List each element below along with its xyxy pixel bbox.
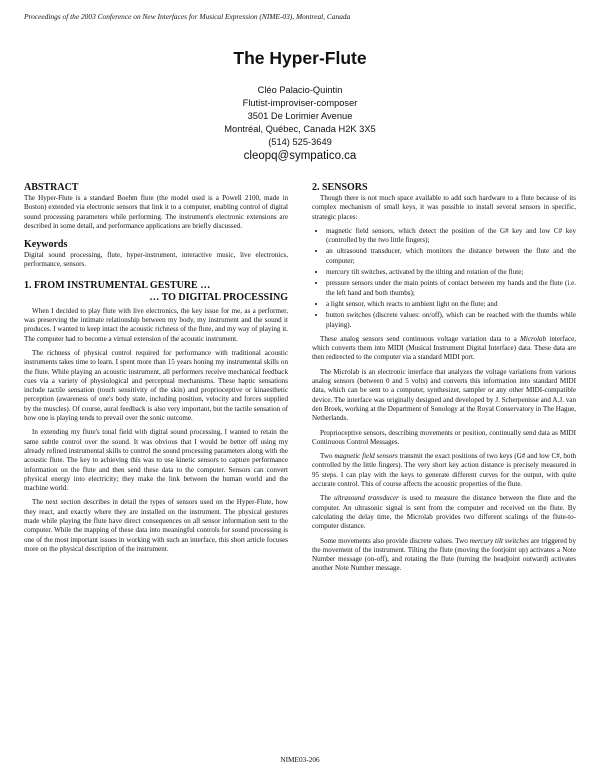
page-footer: NIME03-206 [280, 755, 320, 764]
sensor-list [312, 227, 576, 330]
section1-paragraph-2: The richness of physical control required for performance with traditional acoustic instruments takes time to learn. I spent more than 15 years honing my instrumental skills on the flute. While playing an acoustic instrument, all performers receive mechanical feedback cues via a variety of physiological and perceptual mechanisms. These haptic sensations include tactile sensation (touch sensitivity of the skin) and proprioceptive or kinaesthetic perception (awareness of one's body state, including position, velocity and forces supplied by the muscles). Of course, aural feedback is also very important, but the tactile sensation of how one is playing tends to prevail over the sonic outcome. [24, 348, 288, 423]
keywords-text: Digital sound processing, flute, hyper-instrument, interactive music, live electronics, performance, sensors. [24, 251, 288, 269]
left-column [24, 182, 288, 559]
section1-paragraph-4: The next section describes in detail the types of sensors used on the Hyper-Flute, how they react, and exactly where they are installed on the instrument. The physical gestures made while playing the flute have direct consequences on all sensor information sent to the computer. While the mapping of these data into meaningful controls for sound processing is one of the most important issues in working with such an interface, this short article focuses more on the physical description of the instrument. [24, 498, 288, 553]
sensor-list-item: • an ultrasound transducer, which monitors the distance between the flute and the computer; [326, 247, 576, 266]
section2-intro: Though there is not much space available to add such hardware to a flute because of its complex mechanism of small keys, it was possible to install several sensors in specific, strategic places: [312, 194, 576, 221]
section2-paragraph-magnetic: Two magnetic field sensors transmit the exact positions of two keys (G# and low C#, both controlled by the little fingers). The very short key action distance is precisely measured in 95 steps. I can play with the keys to generate different curves for the output, with quite accurate control. This of course affects the acoustic properties of the flute. [312, 452, 576, 489]
author-block [0, 84, 600, 163]
section1-paragraph-3: In extending my flute's tonal field with digital sound processing, I wanted to retain the same subtle control over the sound. It was obvious that I would be better off using my already refined instrumental skills to control the sound processing parameters along with the acoustic flute. The key to achieving this was to use kinetic sensors to capture performance information on the flute and then send these data to the computer. Sensors can convert physical energy into electricity; they make the link between the human world and the machine world. [24, 428, 288, 493]
author-address-line2: Montréal, Québec, Canada H2K 3X5 [224, 124, 376, 134]
author-phone: (514) 525-3649 [268, 137, 332, 147]
author-address-line1: 3501 De Lorimier Avenue [247, 111, 353, 121]
author-name: Cléo Palacio-Quintin [257, 85, 343, 95]
section2-paragraph-microlab-intro: These analog sensors send continuous voltage variation data to a Microlab interface, which converts them into MIDI (Musical Instrument Digital Interface) data. These data are then redirected to the computer via a standard MIDI port. [312, 334, 576, 362]
section2-heading: 2. SENSORS [312, 182, 368, 193]
right-column [312, 182, 576, 579]
author-email[interactable]: cleopq@sympatico.ca [243, 150, 357, 162]
section2-paragraph-proprioceptive: Proprioceptive sensors, describing movements or position, continually send data as MIDI Continuous Control Messages. [312, 428, 576, 446]
section1-paragraph-1: When I decided to play flute with live electronics, the key issue for me, as a performer, was preserving the intimate relationship between my body, my instrument and the sound it produces. I wanted to keep intact the acoustic richness of the flute, and my way of playing it. The computer had to become a virtual extension of the acoustic instrument. [24, 306, 288, 343]
section2-paragraph-tilt: Some movements also provide discrete values. Two mercury tilt switches are triggered by the movement of the instrument. Tilting the flute (moving the footjoint up) activates a Note Number message (on-off), and rotating the flute (turning the headjoint outward) activates another Note Number message. [312, 536, 576, 573]
section2-paragraph-ultrasound: The ultrasound transducer is used to measure the distance between the flute and the computer. An ultrasonic signal is sent from the computer and received on the flute. By calculating the delay time, the Microlab provides two different scalings of the flute-to-computer distance. [312, 494, 577, 531]
author-role: Flutist-improviser-composer [242, 98, 358, 108]
sensor-list-item: • pressure sensors under the main points of contact between my hands and the flute (i.e. the left hand and both thumbs); [326, 279, 576, 298]
sensor-list-item: • magnetic field sensors, which detect the position of the G# key and low C# key (controlled by the two little fingers); [326, 227, 576, 246]
abstract-text: The Hyper-Flute is a standard Boehm flute (the model used is a Powell 2100, made in Boston) extended via electronic sensors that link it to a computer, enabling control of digital sound processing parameters while performing. The instrument's electronic extensions are described in some detail, and performance applications are briefly discussed. [24, 194, 288, 230]
section1-heading-line2: … TO DIGITAL PROCESSING [149, 291, 288, 303]
sensor-list-item: • mercury tilt switches, activated by the tilting and rotation of the flute; [326, 268, 576, 277]
section1-heading-line1: 1. FROM INSTRUMENTAL GESTURE … [24, 279, 211, 291]
sensor-list-item: • a light sensor, which reacts to ambient light on the flute; and [326, 300, 576, 309]
proceedings-header: Proceedings of the 2003 Conference on New Interfaces for Musical Expression (NIME-03), Montreal, Canada [24, 12, 351, 21]
keywords-heading: Keywords [24, 239, 68, 251]
paper-title: The Hyper-Flute [233, 48, 367, 68]
section2-paragraph-microlab: The Microlab is an electronic interface that analyzes the voltage variations from various analog sensors (between 0 and 5 volts) and converts this information into standard MIDI data, which can be sent to a computer, synthesizer, sampler or any other MIDI-compatible device. The interface was originally designed and developed by J. Scherpenisse and A.J. van den Broek, working at the Department of Sonology at the Royal Conservatory in The Hague, Netherlands. [312, 367, 576, 423]
abstract-heading: ABSTRACT [24, 182, 79, 193]
sensor-list-item: • button switches (discrete values: on/off), which can be reached with the thumbs while playing). [326, 311, 576, 330]
